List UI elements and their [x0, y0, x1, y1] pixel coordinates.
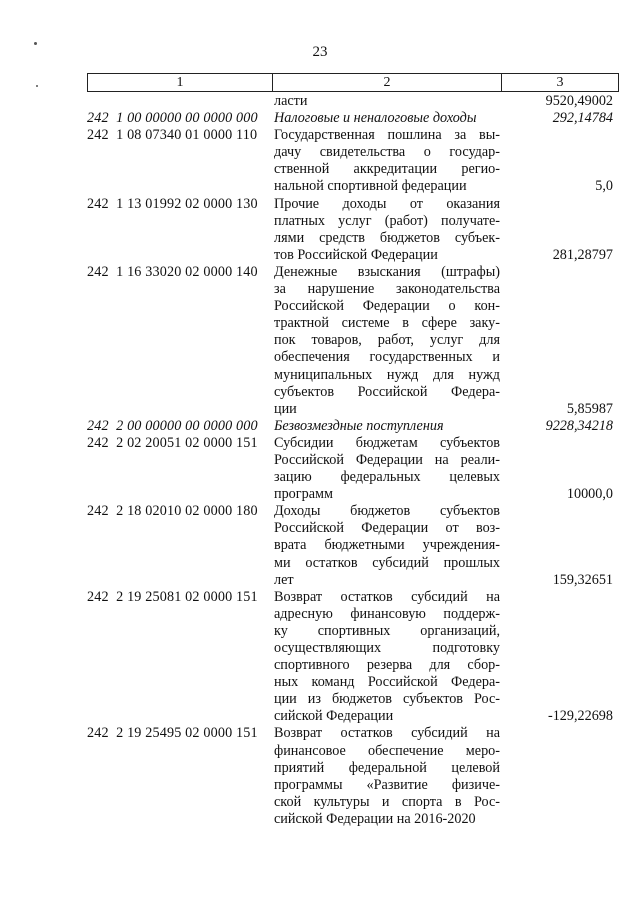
- income-description: [274, 110, 500, 127]
- budget-table: [87, 93, 619, 828]
- description-line: ных команд Российской Федера-: [274, 674, 500, 691]
- amount-cell: [500, 589, 619, 726]
- description-line: ку спортивных организаций,: [274, 622, 500, 639]
- amount-cell: [500, 127, 619, 195]
- column-header-description: 2: [273, 74, 502, 91]
- amount-cell: [500, 418, 619, 435]
- amount-cell: [500, 435, 619, 503]
- income-code: [87, 93, 274, 110]
- description-line: ской культуры и спорта в Рос-: [274, 793, 500, 810]
- description-line: спортивного резерва для сбор-: [274, 657, 500, 674]
- description-line: тов Российской Федерации: [274, 246, 438, 263]
- description-line: финансовое обеспечение меро-: [274, 742, 500, 759]
- description-line: приятий федеральной целевой: [274, 759, 500, 776]
- income-description: [274, 589, 500, 726]
- amount-value: 9228,34218: [545, 417, 613, 434]
- description-line: Денежные взыскания (штрафы): [274, 263, 500, 280]
- income-description: [274, 418, 500, 435]
- income-code: 242 2 02 20051 02 0000 151: [87, 434, 258, 451]
- table-row: [87, 725, 619, 828]
- table-row: [87, 435, 619, 503]
- amount-cell: [500, 93, 619, 110]
- income-description: [274, 127, 500, 195]
- amount-value: 292,14784: [552, 110, 613, 127]
- description-line: Безвозмездные поступления: [274, 417, 444, 434]
- description-line: ции из бюджетов субъектов Рос-: [274, 691, 500, 708]
- description-line: обеспечения государственных и: [274, 349, 500, 366]
- description-line: ции: [274, 400, 297, 417]
- column-header-amount: 3: [556, 75, 564, 90]
- description-line: нальной спортивной федерации: [274, 178, 467, 195]
- amount-value: 281,28797: [552, 246, 613, 263]
- description-line: осуществляющих подготовку: [274, 640, 500, 656]
- table-row: [87, 127, 619, 195]
- income-description: [274, 196, 500, 264]
- income-description: [274, 725, 500, 828]
- amount-cell: [500, 725, 619, 828]
- description-line: программы «Развитие физиче-: [274, 776, 500, 793]
- description-line: Государственная пошлина за вы-: [274, 127, 500, 144]
- description-line: сийской Федерации на 2016-2020: [274, 810, 476, 827]
- description-line: пок товаров, работ, услуг для: [274, 332, 500, 349]
- income-code: 242 2 00 00000 00 0000 000: [87, 417, 258, 434]
- table-row: [87, 418, 619, 435]
- table-row: [87, 589, 619, 726]
- table-row: [87, 264, 619, 418]
- amount-value: 5,85987: [566, 400, 613, 417]
- description-line: адресную финансовую поддерж-: [274, 605, 500, 622]
- amount-cell: [500, 196, 619, 264]
- description-line: врата бюджетными учреждения-: [274, 537, 500, 554]
- description-line: за нарушение законодательства: [274, 281, 500, 298]
- description-line: муниципальных нужд для нужд: [274, 366, 500, 383]
- description-line: Российской Федерации от воз-: [274, 520, 500, 537]
- income-description: [274, 264, 500, 418]
- income-code: 242 2 19 25081 02 0000 151: [87, 588, 258, 605]
- income-description: [274, 503, 500, 588]
- description-line: зацию федеральных целевых: [274, 469, 500, 486]
- table-row: [87, 503, 619, 588]
- amount-value: 159,32651: [552, 571, 613, 588]
- description-line: Прочие доходы от оказания: [274, 195, 500, 212]
- description-line: Возврат остатков субсидий на: [274, 588, 500, 605]
- description-line: трактной системе в сфере заку-: [274, 315, 500, 332]
- description-line: Доходы бюджетов субъектов: [274, 503, 500, 520]
- income-code: 242 2 19 25495 02 0000 151: [87, 725, 258, 742]
- income-description: [274, 435, 500, 503]
- description-line: Российской Федерации о кон-: [274, 298, 500, 315]
- amount-cell: [500, 110, 619, 127]
- description-line: субъектов Российской Федера-: [274, 383, 500, 400]
- column-header-code: 1: [88, 74, 273, 91]
- description-line: лет: [274, 571, 294, 588]
- income-code: 242 1 13 01992 02 0000 130: [87, 195, 258, 212]
- page-number: 23: [312, 44, 328, 60]
- description-line: программ: [274, 486, 333, 503]
- amount-cell: [500, 264, 619, 418]
- table-row: [87, 110, 619, 127]
- income-code: 242 1 00 00000 00 0000 000: [87, 110, 258, 127]
- scan-mark: [36, 85, 38, 87]
- amount-value: 5,0: [595, 178, 613, 195]
- description-line: ми остатков субсидий прошлых: [274, 554, 500, 571]
- description-line: ственной аккредитации регио-: [274, 161, 500, 178]
- income-code: 242 1 08 07340 01 0000 110: [87, 127, 258, 144]
- income-code: 242 1 16 33020 02 0000 140: [87, 263, 258, 280]
- description-line: лями средств бюджетов субъек-: [274, 229, 500, 246]
- table-row: [87, 196, 619, 264]
- table-row: [87, 93, 619, 110]
- amount-value: 9520,49002: [545, 93, 613, 109]
- description-line: Налоговые и неналоговые доходы: [274, 110, 477, 127]
- description-line: ласти: [274, 93, 308, 109]
- table-header: [87, 73, 619, 92]
- description-line: платных услуг (работ) получате-: [274, 212, 500, 229]
- income-description: [274, 93, 500, 110]
- description-line: Российской Федерации на реали-: [274, 451, 500, 468]
- description-line: Возврат остатков субсидий на: [274, 725, 500, 742]
- description-line: сийской Федерации: [274, 708, 394, 725]
- amount-value: -129,22698: [547, 708, 613, 725]
- description-line: Субсидии бюджетам субъектов: [274, 434, 500, 451]
- income-code: 242 2 18 02010 02 0000 180: [87, 503, 258, 520]
- description-line: дачу свидетельства о государ-: [274, 144, 500, 161]
- amount-value: 10000,0: [566, 486, 613, 503]
- amount-cell: [500, 503, 619, 588]
